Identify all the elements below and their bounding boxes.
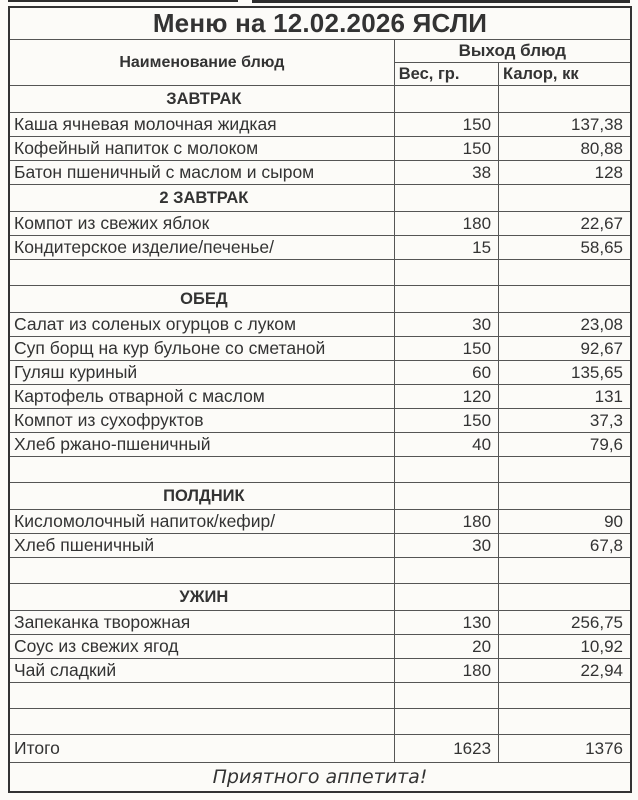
weight-cell: 180 [394,212,498,236]
weight-cell: 38 [394,161,498,185]
section-row [9,86,631,113]
empty-row [9,558,631,584]
calories-cell: 79,6 [499,433,631,457]
dish-row [9,361,631,385]
calories-cell: 137,38 [499,113,631,137]
weight-cell [394,286,498,313]
calories-cell [499,185,631,212]
section-title-cell: 2 ЗАВТРАК [9,185,394,212]
calories-cell: 92,67 [499,337,631,361]
dish-name-cell: Компот из свежих яблок [9,212,394,236]
calories-cell: 128 [499,161,631,185]
dish-row [9,137,631,161]
weight-cell: 1623 [394,735,498,763]
dish-name-cell: Соус из свежих ягод [9,635,394,659]
weight-cell [394,709,498,735]
dish-name-cell: Кондитерское изделие/печенье/ [9,236,394,260]
menu-body [9,86,631,763]
dish-name-cell: Гуляш куриный [9,361,394,385]
dish-name-cell: Салат из соленых огурцов с луком [9,313,394,337]
section-row [9,483,631,510]
weight-cell [394,558,498,584]
empty-row [9,457,631,483]
weight-cell: 180 [394,510,498,534]
dish-name-cell: Каша ячневая молочная жидкая [9,113,394,137]
weight-cell: 180 [394,659,498,683]
dish-name-cell: Кофейный напиток с молоком [9,137,394,161]
section-title-cell: УЖИН [9,584,394,611]
dish-row [9,236,631,260]
section-row [9,584,631,611]
calories-cell: 67,8 [499,534,631,558]
weight-cell [394,584,498,611]
dish-name-cell: Итого [9,735,394,763]
calories-cell [499,584,631,611]
calories-cell: 256,75 [499,611,631,635]
calories-cell: 131 [499,385,631,409]
total-row [9,735,631,763]
dish-row [9,534,631,558]
dish-name-cell [9,457,394,483]
section-title-cell: ОБЕД [9,286,394,313]
footer-message: Приятного аппетита! [9,763,631,793]
weight-cell [394,457,498,483]
calories-cell: 135,65 [499,361,631,385]
dish-name-cell: Хлеб пшеничный [9,534,394,558]
calories-cell [499,483,631,510]
header-row-top [9,40,631,63]
col-header-calories: Калор, кк [499,63,631,86]
calories-cell: 1376 [499,735,631,763]
calories-cell [499,260,631,286]
dish-row [9,313,631,337]
dish-name-cell: Компот из сухофруктов [9,409,394,433]
dish-row [9,337,631,361]
weight-cell: 150 [394,409,498,433]
calories-cell: 37,3 [499,409,631,433]
col-header-dish-name: Наименование блюд [9,40,394,86]
calories-cell [499,457,631,483]
section-row [9,185,631,212]
dish-name-cell [9,709,394,735]
calories-cell: 80,88 [499,137,631,161]
calories-cell: 23,08 [499,313,631,337]
dish-name-cell [9,260,394,286]
menu-table [8,6,632,793]
section-title-cell: ПОЛДНИК [9,483,394,510]
weight-cell [394,260,498,286]
weight-cell: 30 [394,313,498,337]
dish-name-cell: Батон пшеничный с маслом и сыром [9,161,394,185]
dish-row [9,433,631,457]
calories-cell [499,683,631,709]
dish-name-cell [9,683,394,709]
weight-cell: 15 [394,236,498,260]
dish-row [9,409,631,433]
dish-name-cell: Хлеб ржано-пшеничный [9,433,394,457]
calories-cell [499,86,631,113]
col-header-weight: Вес, гр. [394,63,498,86]
calories-cell [499,709,631,735]
weight-cell: 150 [394,137,498,161]
weight-cell: 130 [394,611,498,635]
weight-cell: 40 [394,433,498,457]
dish-row [9,212,631,236]
weight-cell: 30 [394,534,498,558]
empty-row [9,260,631,286]
dish-name-cell: Чай сладкий [9,659,394,683]
calories-cell [499,286,631,313]
dish-name-cell: Запеканка творожная [9,611,394,635]
calories-cell: 22,94 [499,659,631,683]
empty-row [9,683,631,709]
dish-name-cell: Кисломолочный напиток/кефир/ [9,510,394,534]
dish-row [9,659,631,683]
dish-name-cell: Картофель отварной с маслом [9,385,394,409]
calories-cell [499,558,631,584]
dish-row [9,611,631,635]
calories-cell: 10,92 [499,635,631,659]
weight-cell: 150 [394,113,498,137]
footer-row [9,763,631,793]
weight-cell: 60 [394,361,498,385]
weight-cell [394,483,498,510]
col-header-output-group: Выход блюд [394,40,631,63]
calories-cell: 58,65 [499,236,631,260]
section-row [9,286,631,313]
weight-cell: 120 [394,385,498,409]
scan-edge-artifact-right [252,0,630,3]
dish-name-cell [9,558,394,584]
weight-cell: 150 [394,337,498,361]
empty-row [9,709,631,735]
title-row [9,7,631,40]
dish-row [9,113,631,137]
weight-cell [394,185,498,212]
weight-cell: 20 [394,635,498,659]
calories-cell: 90 [499,510,631,534]
dish-row [9,635,631,659]
dish-row [9,510,631,534]
calories-cell: 22,67 [499,212,631,236]
weight-cell [394,683,498,709]
dish-row [9,161,631,185]
dish-row [9,385,631,409]
weight-cell [394,86,498,113]
page-title: Меню на 12.02.2026 ЯСЛИ [9,7,631,40]
dish-name-cell: Суп борщ на кур бульоне со сметаной [9,337,394,361]
scan-edge-artifact-left [8,0,238,2]
section-title-cell: ЗАВТРАК [9,86,394,113]
